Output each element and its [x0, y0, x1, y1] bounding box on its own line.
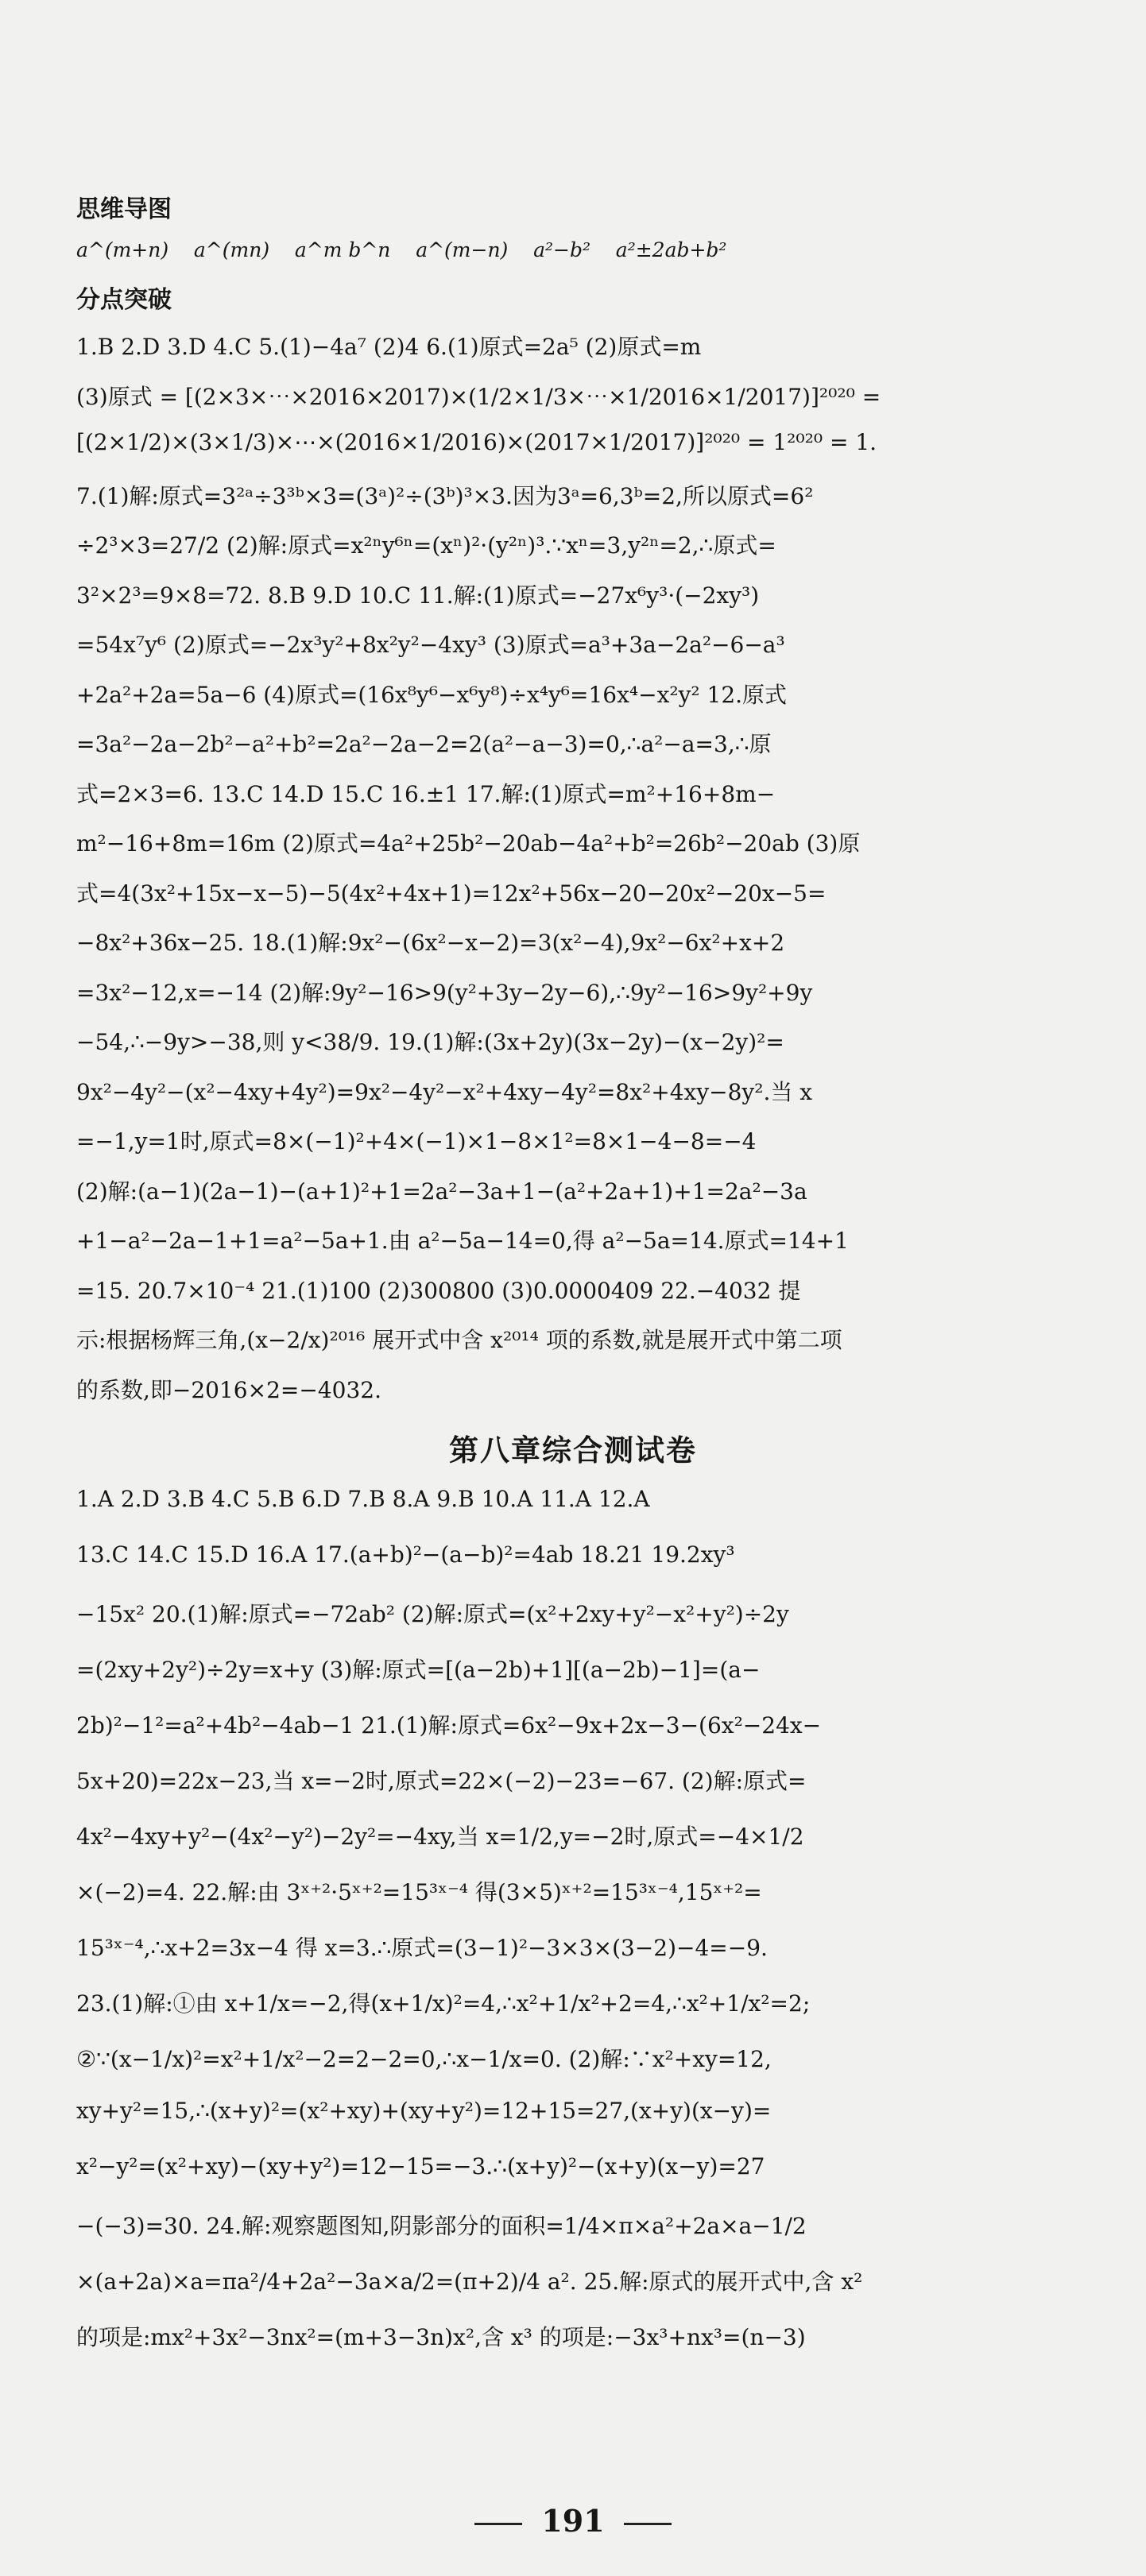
answer-line: +2a²+2a=5a−6 (4)原式=(16x⁸y⁶−x⁶y⁸)÷x⁴y⁶=16x⁴−x²y² 12.原式 — [76, 681, 788, 708]
answer-line: =54x⁷y⁶ (2)原式=−2x³y²+8x²y²−4xy³ (3)原式=a³+3a−2a²−6−a³ — [76, 632, 785, 658]
chapter-answer-line: 2b)²−1²=a²+4b²−4ab−1 21.(1)解:原式=6x²−9x+2x−3−(6x²−24x− — [76, 1712, 822, 1739]
answer-line: −54,∴−9y>−38,则 y<38/9. 19.(1)解:(3x+2y)(3x−2y)−(x−2y)²= — [76, 1029, 784, 1055]
answer-line: [(2×1/2)×(3×1/3)×⋯×(2016×1/2016)×(2017×1/2017)]²⁰²⁰ = 1²⁰²⁰ = 1. — [76, 429, 877, 455]
key-points-heading: 分点突破 — [76, 286, 172, 314]
answer-line: ÷2³×3=27/2 (2)解:原式=x²ⁿy⁶ⁿ=(xⁿ)²·(y²ⁿ)³.∵xⁿ=3,y²ⁿ=2,∴原式= — [76, 532, 776, 559]
page-number: 191 — [541, 2503, 605, 2539]
chapter-answer-line: ×(−2)=4. 22.解:由 3ˣ⁺²·5ˣ⁺²=15³ˣ⁻⁴ 得(3×5)ˣ⁺²=15³ˣ⁻⁴,15ˣ⁺²= — [76, 1879, 762, 1905]
chapter-answer-line: 4x²−4xy+y²−(4x²−y²)−2y²=−4xy,当 x=1/2,y=−2时,原式=−4×1/2 — [76, 1824, 804, 1850]
chapter-answer-line: 5x+20)=22x−23,当 x=−2时,原式=22×(−2)−23=−67. (2)解:原式= — [76, 1768, 807, 1794]
answer-line: =3a²−2a−2b²−a²+b²=2a²−2a−2=2(a²−a−3)=0,∴a²−a=3,∴原 — [76, 731, 772, 757]
answer-line: +1−a²−2a−1+1=a²−5a+1.由 a²−5a−14=0,得 a²−5a=14.原式=14+1 — [76, 1228, 849, 1254]
answer-line: 示:根据杨辉三角,(x−2/x)²⁰¹⁶ 展开式中含 x²⁰¹⁴ 项的系数,就是展开式中第二项 — [76, 1327, 842, 1353]
chapter-answer-line: 23.(1)解:①由 x+1/x=−2,得(x+1/x)²=4,∴x²+1/x²+2=4,∴x²+1/x²=2; — [76, 1990, 811, 2017]
answer-line: 7.(1)解:原式=3²ᵃ÷3³ᵇ×3=(3ᵃ)²÷(3ᵇ)³×3.因为3ᵃ=6,3ᵇ=2,所以原式=6² — [76, 482, 814, 509]
answer-line: =3x²−12,x=−14 (2)解:9y²−16>9(y²+3y−2y−6),∴9y²−16>9y²+9y — [76, 979, 813, 1006]
answer-line: m²−16+8m=16m (2)原式=4a²+25b²−20ab−4a²+b²=26b²−20ab (3)原 — [76, 830, 861, 857]
formula-list: a^(m+n) a^(mn) a^m b^n a^(m−n) a²−b² a²±2ab+b² — [76, 238, 727, 261]
footer-dash-left — [474, 2523, 522, 2525]
mind-map-heading: 思维导图 — [76, 195, 172, 223]
footer-dash-right — [624, 2523, 672, 2525]
chapter-answer-line: 1.A 2.D 3.B 4.C 5.B 6.D 7.B 8.A 9.B 10.A 11.A 12.A — [76, 1486, 650, 1512]
chapter-title: 第八章综合测试卷 — [449, 1433, 697, 1468]
chapter-answer-line: x²−y²=(x²+xy)−(xy+y²)=12−15=−3.∴(x+y)²−(x+y)(x−y)=27 — [76, 2153, 765, 2180]
chapter-answer-line: 13.C 14.C 15.D 16.A 17.(a+b)²−(a−b)²=4ab 18.21 19.2xy³ — [76, 1541, 735, 1568]
chapter-answer-line: =(2xy+2y²)÷2y=x+y (3)解:原式=[(a−2b)+1][(a−2b)−1]=(a− — [76, 1657, 761, 1683]
answer-line: 3²×2³=9×8=72. 8.B 9.D 10.C 11.解:(1)原式=−27x⁶y³·(−2xy³) — [76, 582, 760, 609]
answer-line: 式=2×3=6. 13.C 14.D 15.C 16.±1 17.解:(1)原式=m²+16+8m− — [76, 780, 776, 807]
page-number-footer — [0, 2503, 1146, 2539]
chapter-answer-line: ×(a+2a)×a=πa²/4+2a²−3a×a/2=(π+2)/4 a². 25.解:原式的展开式中,含 x² — [76, 2269, 863, 2295]
answer-line: =−1,y=1时,原式=8×(−1)²+4×(−1)×1−8×1²=8×1−4−8=−4 — [76, 1128, 757, 1155]
answer-line: =15. 20.7×10⁻⁴ 21.(1)100 (2)300800 (3)0.0000409 22.−4032 提 — [76, 1277, 801, 1304]
answer-line: (2)解:(a−1)(2a−1)−(a+1)²+1=2a²−3a+1−(a²+2a+1)+1=2a²−3a — [76, 1178, 807, 1205]
answer-line: (3)原式 = [(2×3×⋯×2016×2017)×(1/2×1/3×⋯×1/2016×1/2017)]²⁰²⁰ = — [76, 383, 881, 410]
chapter-answer-line: −15x² 20.(1)解:原式=−72ab² (2)解:原式=(x²+2xy+y²−x²+y²)÷2y — [76, 1601, 789, 1627]
answer-line: 9x²−4y²−(x²−4xy+4y²)=9x²−4y²−x²+4xy−4y²=8x²+4xy−8y².当 x — [76, 1078, 813, 1105]
answer-line: −8x²+36x−25. 18.(1)解:9x²−(6x²−x−2)=3(x²−4),9x²−6x²+x+2 — [76, 930, 785, 956]
answer-line: 的系数,即−2016×2=−4032. — [76, 1376, 381, 1403]
answer-line: 式=4(3x²+15x−x−5)−5(4x²+4x+1)=12x²+56x−20−20x²−20x−5= — [76, 880, 827, 907]
chapter-answer-line: xy+y²=15,∴(x+y)²=(x²+xy)+(xy+y²)=12+15=27,(x+y)(x−y)= — [76, 2098, 772, 2124]
chapter-answer-line: 15³ˣ⁻⁴,∴x+2=3x−4 得 x=3.∴原式=(3−1)²−3×3×(3−2)−4=−9. — [76, 1935, 768, 1961]
chapter-answer-line: ②∵(x−1/x)²=x²+1/x²−2=2−2=0,∴x−1/x=0. (2)解:∵x²+xy=12, — [76, 2046, 772, 2072]
answer-line: 1.B 2.D 3.D 4.C 5.(1)−4a⁷ (2)4 6.(1)原式=2a⁵ (2)原式=m — [76, 334, 702, 360]
chapter-answer-line: 的项是:mx²+3x²−3nx²=(m+3−3n)x²,含 x³ 的项是:−3x³+nx³=(n−3) — [76, 2324, 806, 2350]
chapter-answer-line: −(−3)=30. 24.解:观察题图知,阴影部分的面积=1/4×π×a²+2a×a−1/2 — [76, 2213, 807, 2239]
